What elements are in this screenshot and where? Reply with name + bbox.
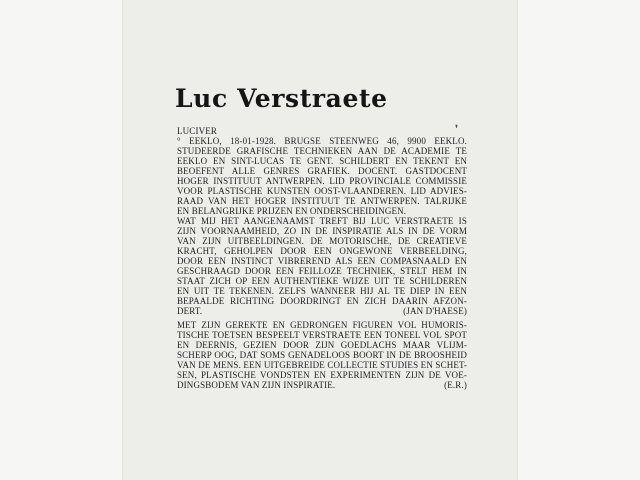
critique-line: SCHERP OOG, DAT SOMS GENADELOOS BOORT IN DE BROOSHEID [177, 350, 467, 360]
critique-line: SEN, PLASTISCHE VONDSTEN EN EXPERIMENTEN ZIJN DE VOE- [177, 370, 467, 380]
quote-author: (JAN D'HAESE) [403, 306, 467, 316]
quote-line: STAAT ZICH OP EEN AUTHENTIEKE WIJZE UIT TE SCHILDEREN [177, 276, 467, 286]
bio-line: RAAD VAN HET HOGER INSTITUUT TE ANTWERPEN. TALRIJKE [177, 196, 467, 206]
quote-line: ZIJN VOORNAAMHEID, ZO IN DE INSPIRATIE ALS IN DE VORM [177, 226, 467, 236]
page-title: Luc Verstraete [175, 84, 388, 113]
quote-line: WAT MIJ HET AANGENAAMST TREFT BIJ LUC VERSTRAETE IS [177, 216, 467, 226]
bio-line: BEOEFENT ALLE GENRES GRAFIEK. DOCENT. GASTDOCENT [177, 166, 467, 176]
quote-last-line: DERT. [177, 306, 203, 316]
margin-mark: ❜ [455, 124, 459, 135]
quote-line: DOOR EEN INSTINCT VIBREREND ALS EEN COMPASNAALD EN [177, 256, 467, 266]
bio-line: STUDEERDE GRAFISCHE TECHNIEKEN AAN DE ACADEMIE TE [177, 146, 467, 156]
signature: (E.R.) [444, 380, 467, 390]
quote-line: BEPAALDE RICHTING DOORDRINGT EN ZICH DAARIN AFZON- [177, 296, 467, 306]
critique-line: EN DEERNIS, GEZIEN DOOR ZIJN GOEDLACHS MAAR VLIJM- [177, 340, 467, 350]
quote-line: KRACHT, GEHOLPEN DOOR EEN ONGEWONE VERBEELDING, [177, 246, 467, 256]
critique-line: TISCHE TOETSEN BESPEELT VERSTRAETE EEN TONEEL VOL SPOT [177, 330, 467, 340]
bio-line: EEKLO EN SINT-LUCAS TE GENT. SCHILDERT EN TEKENT EN [177, 156, 467, 166]
critique-end-row [177, 380, 467, 390]
critique-line: VAN DE MENS. EEN UITGEBREIDE COLLECTIE STUDIES EN SCHET- [177, 360, 467, 370]
critique-line: MET ZIJN GEREKTE EN GEDRONGEN FIGUREN VOL HUMORIS- [177, 320, 467, 330]
biography-text [177, 126, 467, 390]
quote-line: VAN ZIJN UITBEELDINGEN. DE MOTORISCHE, DE CREATIEVE [177, 236, 467, 246]
bio-line: HOGER INSTITUUT ANTWERPEN. LID PROVINCIALE COMMISSIE [177, 176, 467, 186]
quote-line: EN UIT TE TEKENEN. ZELFS WANNEER HIJ AL TE DIEP IN EEN [177, 286, 467, 296]
quote-line: GESCHRAAGD DOOR EEN FEILLOZE TECHNIEK, STELT HEM IN [177, 266, 467, 276]
bio-line: VOOR PLASTISCHE KUNSTEN OOST-VLAANDEREN. LID ADVIES- [177, 186, 467, 196]
pseudonym: LUCIVER [177, 126, 218, 136]
quote-end-row [177, 306, 467, 316]
bio-line: ° EEKLO, 18-01-1928. BRUGSE STEENWEG 46, 9900 EEKLO. [177, 136, 467, 146]
bio-line: EN BELANGRIJKE PRIJZEN EN ONDERSCHEIDINGEN. [177, 206, 407, 216]
critique-last-line: DINGSBODEM VAN ZIJN INSPIRATIE. [177, 380, 336, 390]
